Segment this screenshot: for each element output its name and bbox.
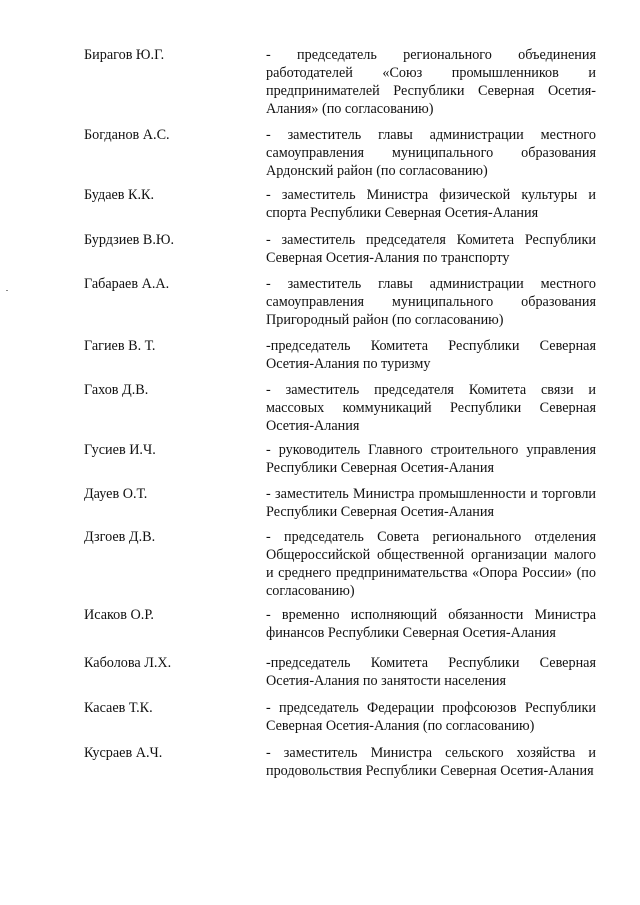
margin-mark (6, 290, 8, 291)
member-name: Исаков О.Р. (84, 607, 154, 623)
member-role: - заместитель председателя Комитета связи и массовых коммуникаций Республики Северная Осетия-Алания (266, 382, 596, 434)
member-name: Каболова Л.Х. (84, 655, 172, 671)
member-name: Бурдзиев В.Ю. (84, 232, 175, 248)
member-role: -председатель Комитета Республики Северная Осетия-Алания по занятости населения (266, 655, 596, 689)
member-name: Гагиев В. Т. (84, 338, 156, 354)
member-name: Габараев А.А. (84, 276, 170, 292)
member-role: - заместитель главы администрации местного самоуправления муниципального образования Пригородный район (по согласованию) (266, 276, 596, 328)
member-name: Богданов А.С. (84, 127, 170, 143)
member-role: - заместитель Министра физической культуры и спорта Республики Северная Осетия-Алания (266, 187, 596, 221)
member-name: Бирагов Ю.Г. (84, 47, 165, 63)
member-name: Кусраев А.Ч. (84, 745, 163, 761)
member-name: Дзгоев Д.В. (84, 529, 156, 545)
member-role: - руководитель Главного строительного управления Республики Северная Осетия-Алания (266, 442, 596, 476)
member-name: Гусиев И.Ч. (84, 442, 156, 458)
member-role: - председатель Совета регионального отделения Общероссийской общественной организации малого и среднего предпринимательства «Опора России» (по согласованию) (266, 529, 596, 599)
member-role: - председатель регионального объединения работодателей «Союз промышленников и предпринимателей Республики Северная Осетия-Алания» (по согласованию) (266, 47, 596, 117)
member-name: Гахов Д.В. (84, 382, 149, 398)
member-name: Будаев К.К. (84, 187, 155, 203)
member-name: Касаев Т.К. (84, 700, 153, 716)
member-role: -председатель Комитета Республики Северная Осетия-Алания по туризму (266, 338, 596, 372)
member-role: - заместитель председателя Комитета Республики Северная Осетия-Алания по транспорту (266, 232, 596, 266)
member-role: - временно исполняющий обязанности Министра финансов Республики Северная Осетия-Алания (266, 607, 596, 641)
member-role: - заместитель Министра сельского хозяйства и продовольствия Республики Северная Осетия-Алания (266, 745, 596, 779)
member-role: - заместитель главы администрации местного самоуправления муниципального образования Ардонский район (по согласованию) (266, 127, 596, 179)
member-name: Дауев О.Т. (84, 486, 148, 502)
member-role: - председатель Федерации профсоюзов Республики Северная Осетия-Алания (по согласованию) (266, 700, 596, 734)
member-role: - заместитель Министра промышленности и торговли Республики Северная Осетия-Алания (266, 486, 596, 520)
